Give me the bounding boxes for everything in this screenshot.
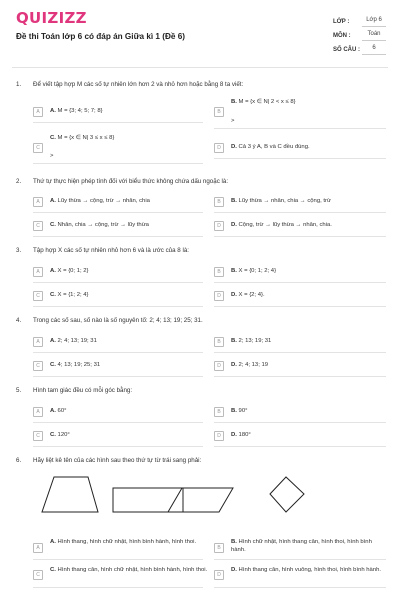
option-box[interactable]: A	[33, 267, 43, 277]
option-text: D. X = {2; 4}.	[231, 292, 265, 298]
option-box[interactable]: C	[33, 361, 43, 371]
option-text: B. Lũy thừa → nhân, chia → cộng, trừ	[231, 198, 331, 204]
option-box[interactable]: B	[214, 407, 224, 417]
option-divider	[33, 236, 203, 237]
option-box[interactable]: A	[33, 107, 43, 117]
option-divider	[33, 306, 203, 307]
option-divider	[33, 559, 203, 560]
worksheet-title: Đề thi Toán lớp 6 có đáp án Giữa kì 1 (Đề 6)	[16, 32, 186, 41]
option-divider	[214, 128, 386, 129]
option-extra: >	[50, 153, 54, 159]
option-divider	[33, 163, 203, 164]
question-text: Trong các số sau, số nào là số nguyên tố: 2; 4; 13; 19; 25; 31.	[33, 317, 203, 324]
option-text: A. 2; 4; 13; 19; 31	[50, 338, 97, 344]
question-figures	[40, 475, 380, 517]
subject-label: MÔN :	[333, 33, 351, 39]
option-text: B. Hình chữ nhật, hình thang cân, hình thoi, hình bình hành.	[231, 539, 372, 553]
option-text: D. 180°	[231, 432, 251, 438]
option-divider	[214, 352, 386, 353]
class-value: Lớp 6	[362, 15, 386, 27]
option-box[interactable]: A	[33, 337, 43, 347]
option-box[interactable]: D	[214, 431, 224, 441]
option-text: C. Hình thang cân, hình chữ nhật, hình bình hành, hình thoi.	[50, 567, 208, 573]
subject-value: Toán	[362, 29, 386, 41]
option-divider	[214, 212, 386, 213]
option-text: D. Hình thang cân, hình vuông, hình thoi, hình bình hành.	[231, 567, 382, 573]
rhombus-figure	[270, 477, 304, 512]
option-box[interactable]: C	[33, 431, 43, 441]
option-text: B. 90°	[231, 408, 248, 414]
parallelogram-figure	[168, 488, 233, 512]
isosceles-trapezoid-figure	[42, 477, 98, 512]
option-divider	[33, 587, 203, 588]
question-number: 6.	[16, 457, 22, 464]
option-box[interactable]: B	[214, 197, 224, 207]
question-text: Để viết tập hợp M các số tự nhiên lớn hơn 2 và nhỏ hơn hoặc bằng 8 ta viết:	[33, 81, 244, 88]
option-box[interactable]: D	[214, 570, 224, 580]
header-divider	[12, 67, 388, 68]
option-divider	[33, 352, 203, 353]
option-divider	[33, 212, 203, 213]
count-label: SỐ CÂU :	[333, 47, 360, 53]
option-text: A. Lũy thừa → cộng, trừ → nhân, chia	[50, 198, 150, 204]
option-divider	[214, 236, 386, 237]
option-box[interactable]: D	[214, 291, 224, 301]
option-box[interactable]: D	[214, 143, 224, 153]
option-text: C. 120°	[50, 432, 70, 438]
option-box[interactable]: C	[33, 291, 43, 301]
question-text: Hãy liệt kê tên của các hình sau theo thứ tự từ trái sang phải:	[33, 457, 202, 464]
question-text: Hình tam giác đều có mỗi góc bằng:	[33, 387, 133, 394]
option-text: A. X = {0; 1; 2}	[50, 268, 89, 274]
option-text: A. 60°	[50, 408, 67, 414]
option-text: A. Hình thang, hình chữ nhật, hình bình hành, hình thoi.	[50, 539, 197, 545]
option-box[interactable]: C	[33, 570, 43, 580]
option-divider	[214, 422, 386, 423]
option-box[interactable]: A	[33, 407, 43, 417]
option-box[interactable]: B	[214, 337, 224, 347]
quizizz-logo	[16, 9, 87, 27]
option-divider	[214, 376, 386, 377]
option-box[interactable]: B	[214, 107, 224, 117]
option-box[interactable]: D	[214, 221, 224, 231]
option-text: C. 4; 13; 19; 25; 31	[50, 362, 101, 368]
option-box[interactable]: B	[214, 543, 224, 553]
option-text: C. X = {1; 2; 4}	[50, 292, 89, 298]
question-number: 2.	[16, 178, 22, 185]
option-box[interactable]: B	[214, 267, 224, 277]
option-text: D. Cả 3 ý A, B và C đều đúng.	[231, 144, 310, 150]
option-divider	[214, 559, 386, 560]
class-label: LỚP :	[333, 19, 350, 25]
option-divider	[33, 446, 203, 447]
option-text: B. X = {0; 1; 2; 4}	[231, 268, 277, 274]
question-number: 1.	[16, 81, 22, 88]
option-divider	[214, 446, 386, 447]
option-divider	[214, 306, 386, 307]
option-text: B. 2; 13; 19; 31	[231, 338, 272, 344]
option-box[interactable]: A	[33, 197, 43, 207]
option-divider	[33, 422, 203, 423]
question-text: Thứ tự thực hiện phép tính đối với biểu thức không chứa dấu ngoặc là:	[33, 178, 229, 185]
option-text: D. Cộng, trừ → lũy thừa → nhân, chia.	[231, 222, 332, 228]
option-divider	[33, 376, 203, 377]
question-number: 5.	[16, 387, 22, 394]
option-box[interactable]: C	[33, 221, 43, 231]
logo-text: QUIZIZZ	[16, 9, 87, 27]
option-divider	[33, 122, 203, 123]
option-box[interactable]: A	[33, 543, 43, 553]
question-number: 3.	[16, 247, 22, 254]
option-text: C. Nhân, chia → cộng, trừ → lũy thừa	[50, 222, 149, 228]
option-divider	[214, 158, 386, 159]
worksheet-header	[0, 0, 400, 62]
option-box[interactable]: D	[214, 361, 224, 371]
option-text: A. M = {3; 4; 5; 7; 8}	[50, 108, 103, 114]
option-extra: >	[231, 118, 235, 124]
option-text: D. 2; 4; 13; 19	[231, 362, 269, 368]
count-value: 6	[362, 43, 386, 55]
question-text: Tập hợp X các số tự nhiên nhỏ hơn 6 và là ước của 8 là:	[33, 247, 189, 254]
option-divider	[214, 587, 386, 588]
option-text: C. M = {x ∈ N| 3 ≤ x ≤ 8}	[50, 135, 115, 141]
rectangle-figure	[113, 488, 183, 512]
option-divider	[33, 282, 203, 283]
question-number: 4.	[16, 317, 22, 324]
option-text: B. M = {x ∈ N| 2 < x ≤ 8}	[231, 99, 296, 105]
option-divider	[214, 282, 386, 283]
option-box[interactable]: C	[33, 143, 43, 153]
